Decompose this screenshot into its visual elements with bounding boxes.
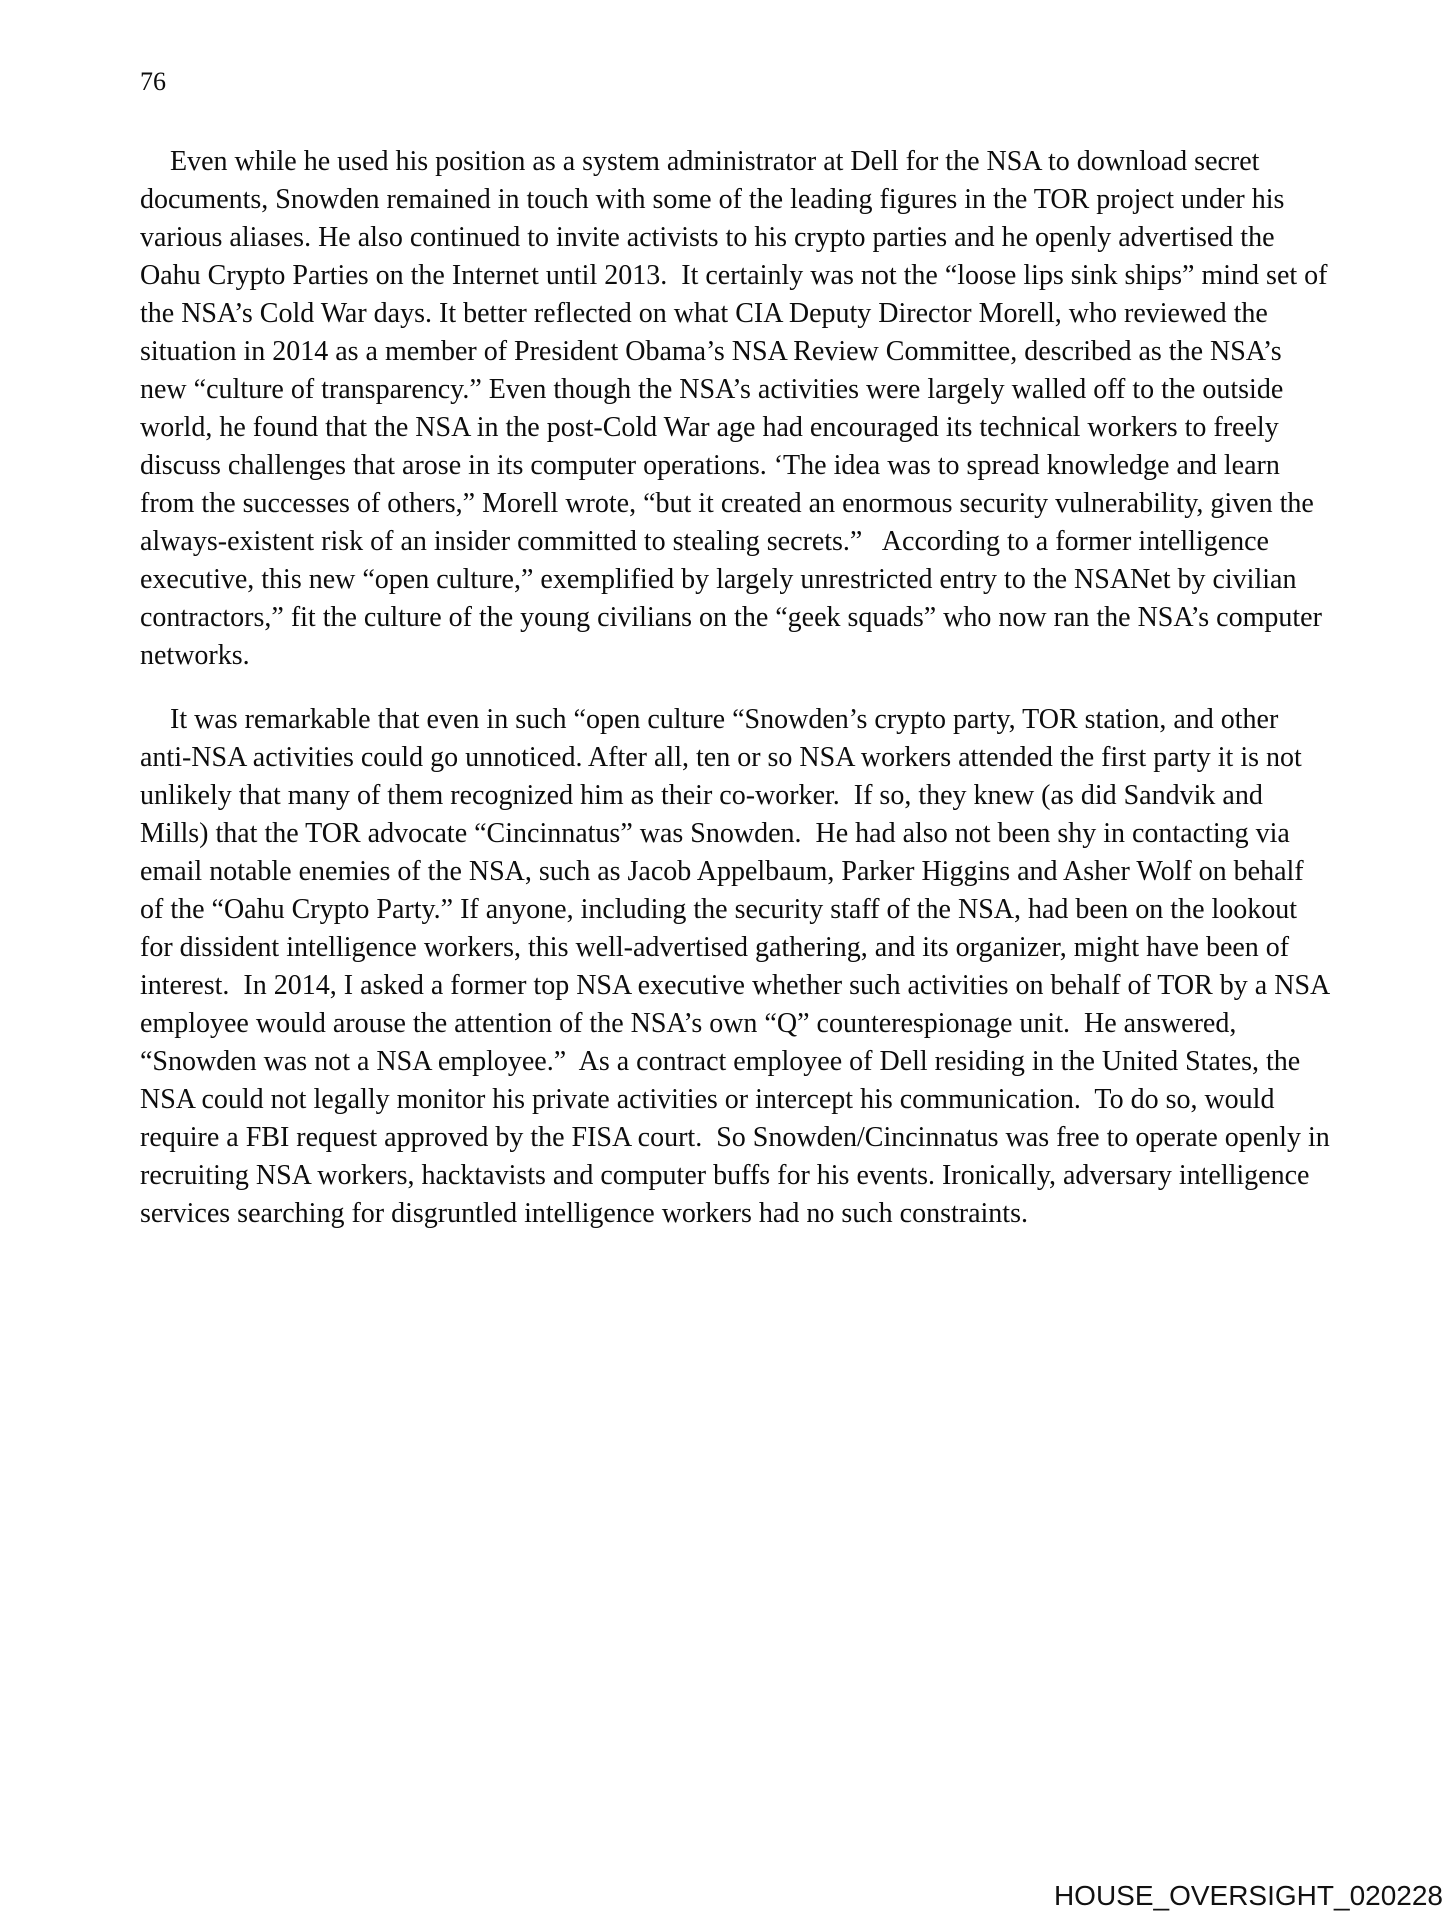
paragraph-1: Even while he used his position as a system administrator at Dell for the NSA to download secret documents, Snowden remained in touch with some of the leading figures in the TOR project under his various aliases. He also continued to invite activists to his crypto parties and he openly advertised the Oahu Crypto Parties on the Internet until 2013. It certainly was not the “loose lips sink ships” mind set of the NSA’s Cold War days. It better reflected on what CIA Deputy Director Morell, who reviewed the situation in 2014 as a member of President Obama’s NSA Review Committee, described as the NSA’s new “culture of transparency.” Even though the NSA’s activities were largely walled off to the outside world, he found that the NSA in the post-Cold War age had encouraged its technical workers to freely discuss challenges that arose in its computer operations. ‘The idea was to spread knowledge and learn from the successes of others,” Morell wrote, “but it created an enormous security vulnerability, given the always-existent risk of an insider committed to stealing secrets.” According to a former intelligence executive, this new “open culture,” exemplified by largely unrestricted entry to the NSANet by civilian contractors,” fit the culture of the young civilians on the “geek squads” who now ran the NSA’s computer networks. bbox=[140, 146, 1335, 672]
paragraph-2: It was remarkable that even in such “open culture “Snowden’s crypto party, TOR station, and other anti-NSA activities could go unnoticed. After all, ten or so NSA workers attended the first party it is not unlikely that many of them recognized him as their co-worker. If so, they knew (as did Sandvik and Mills) that the TOR advocate “Cincinnatus” was Snowden. He had also not been shy in contacting via email notable enemies of the NSA, such as Jacob Appelbaum, Parker Higgins and Asher Wolf on behalf of the “Oahu Crypto Party.” If anyone, including the security staff of the NSA, had been on the lookout for dissident intelligence workers, this well-advertised gathering, and its organizer, might have been of interest. In 2014, I asked a former top NSA executive whether such activities on behalf of TOR by a NSA employee would arouse the attention of the NSA’s own “Q” counterespionage unit. He answered, “Snowden was not a NSA employee.” As a contract employee of Dell residing in the United States, the NSA could not legally monitor his private activities or intercept his communication. To do so, would require a FBI request approved by the FISA court. So Snowden/Cincinnatus was free to operate openly in recruiting NSA workers, hacktavists and computer buffs for his events. Ironically, adversary intelligence services searching for disgruntled intelligence workers had no such constraints. bbox=[140, 704, 1337, 1230]
page-content bbox=[140, 66, 1337, 1233]
bates-stamp: HOUSE_OVERSIGHT_020228 bbox=[1053, 1880, 1443, 1912]
page-number: 76 bbox=[140, 67, 166, 96]
